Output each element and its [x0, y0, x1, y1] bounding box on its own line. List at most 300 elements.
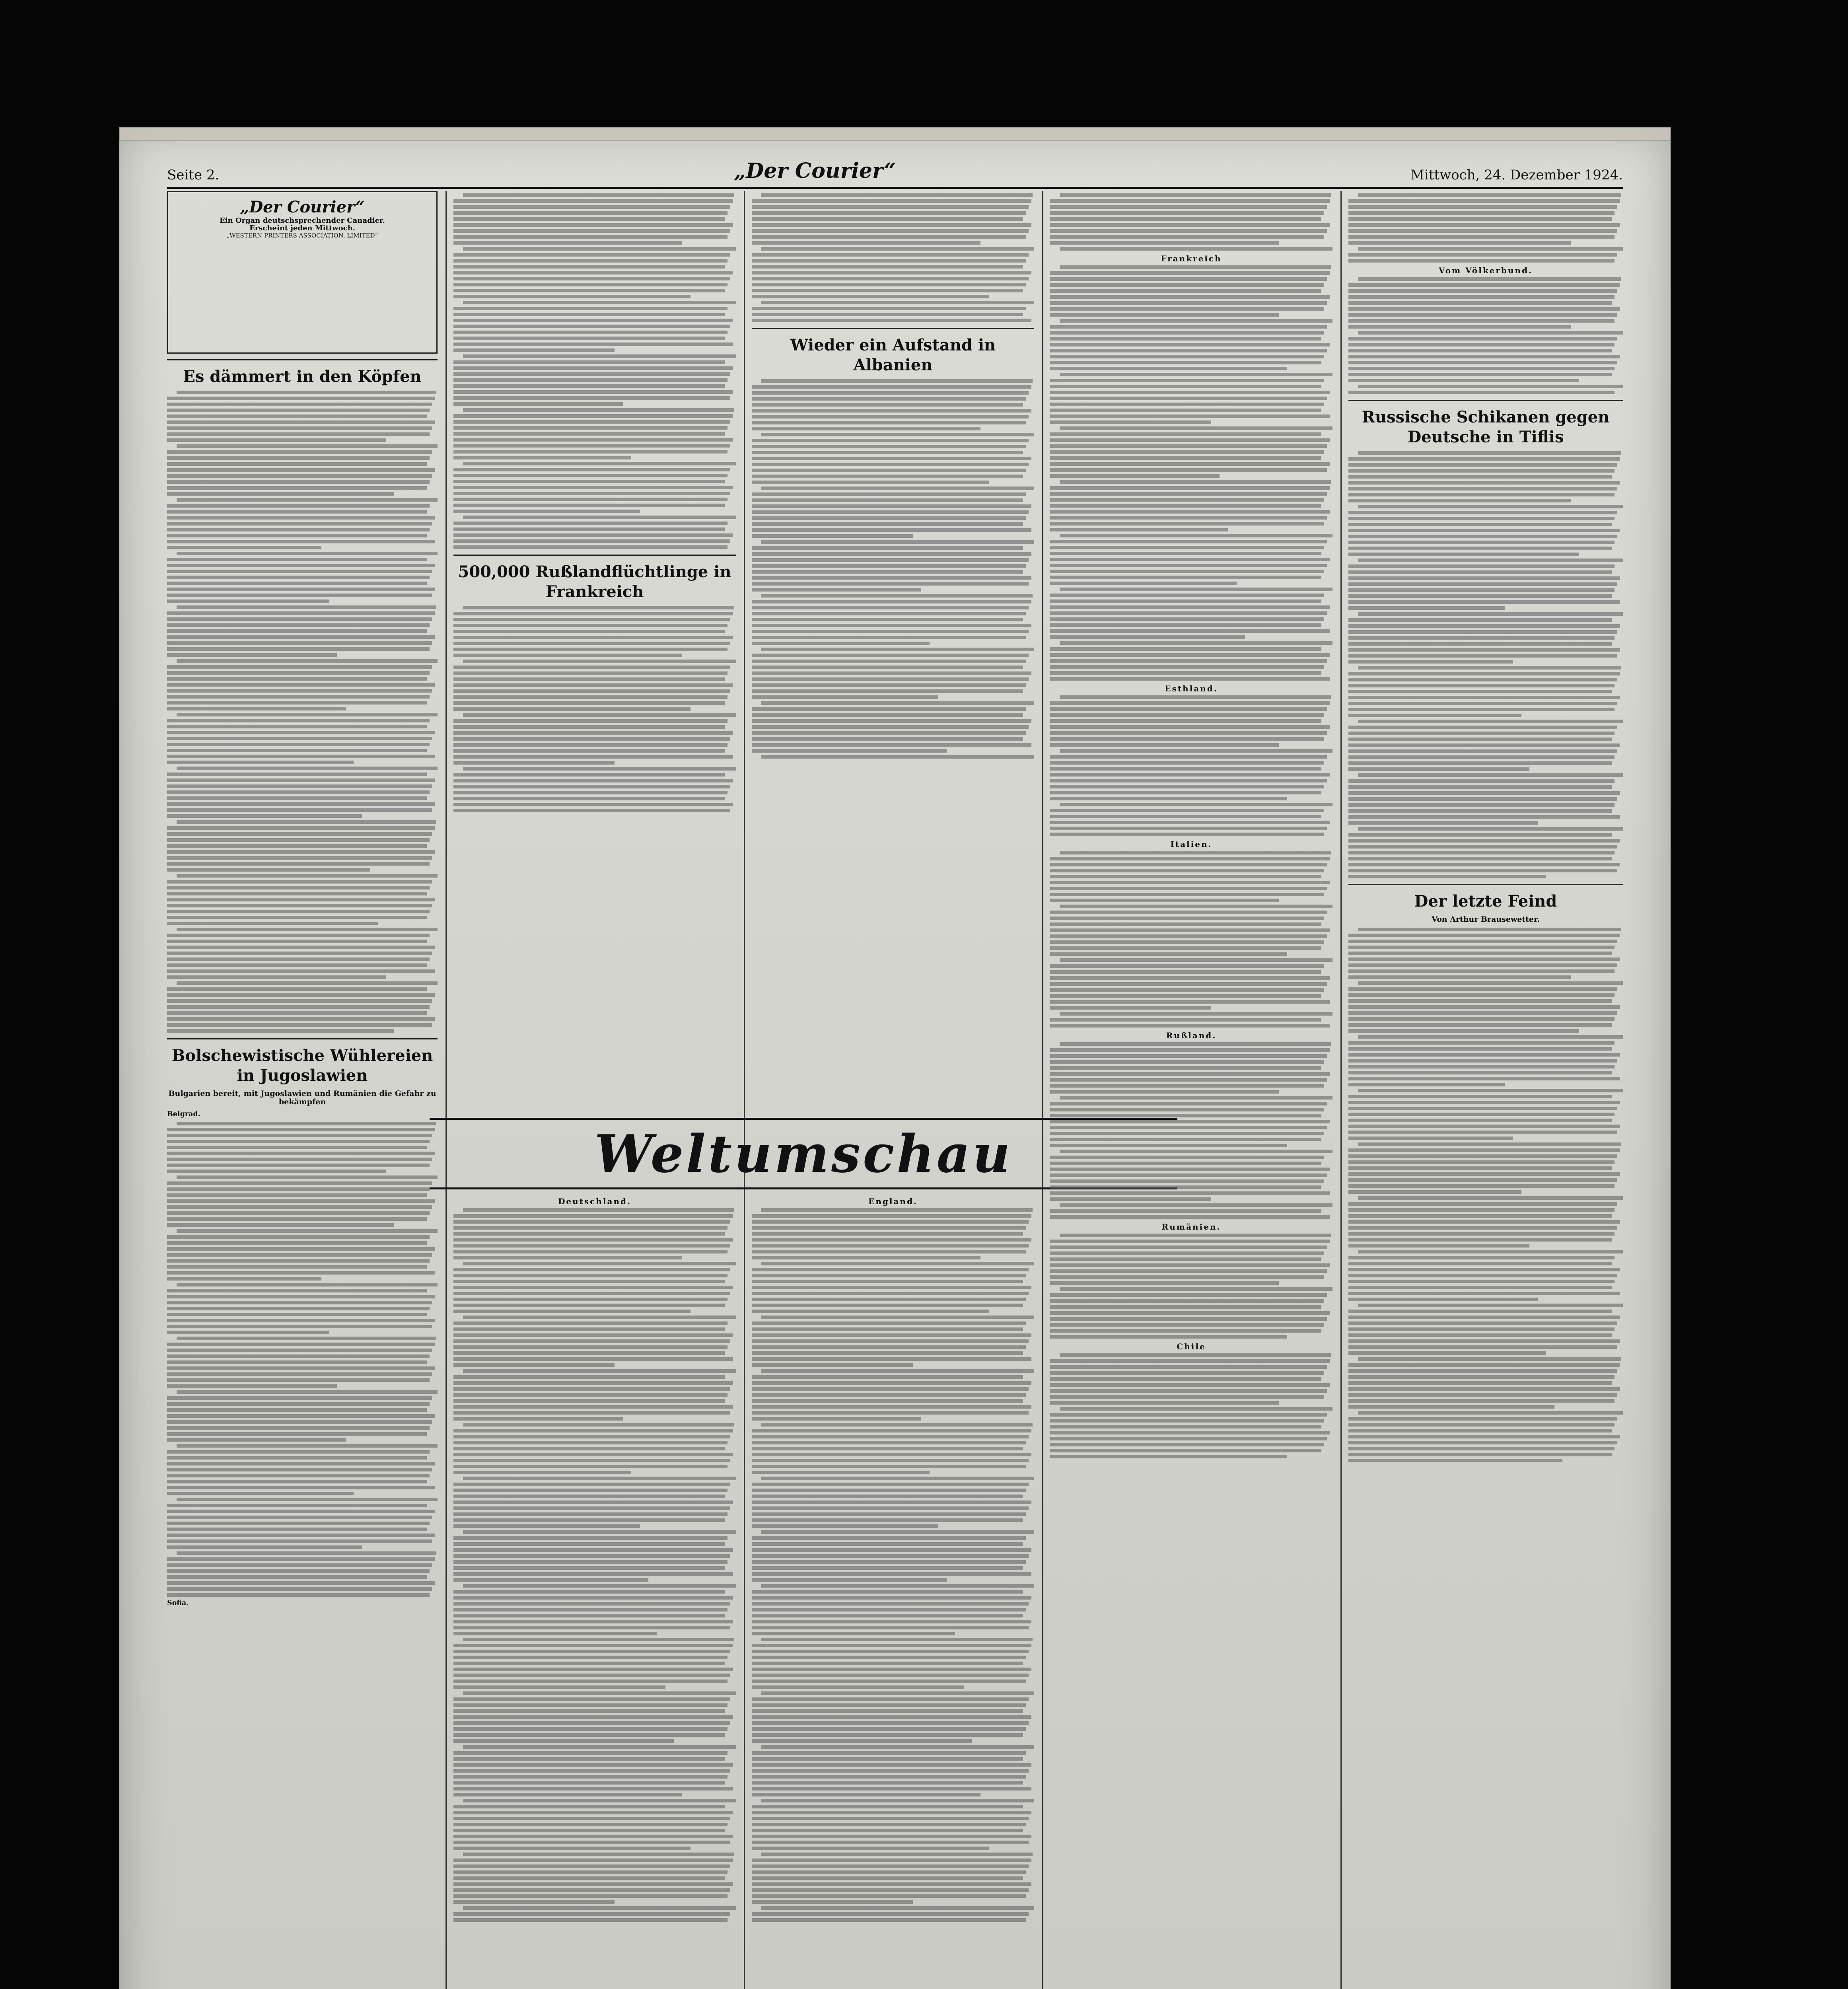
text-line	[453, 378, 728, 382]
text-line	[167, 1539, 432, 1543]
text-line	[1050, 1281, 1279, 1285]
text-line	[1060, 534, 1333, 537]
text-line	[1358, 1357, 1621, 1361]
text-line	[752, 1536, 1026, 1540]
text-line	[167, 653, 337, 657]
text-line	[752, 618, 1023, 621]
imprint-subtitle: Ein Organ deutschsprechender Canadier.	[219, 216, 385, 225]
text-line	[752, 313, 1023, 316]
text-line	[752, 743, 1031, 747]
text-line	[453, 1572, 733, 1576]
text-line	[167, 456, 430, 460]
text-line	[1050, 594, 1324, 597]
text-line	[453, 1506, 730, 1510]
text-line	[1348, 690, 1612, 693]
text-line	[167, 462, 427, 466]
text-line	[453, 1578, 648, 1582]
text-line	[453, 1280, 725, 1283]
text-line	[761, 1477, 1034, 1480]
text-line	[752, 1823, 1026, 1826]
text-line	[1348, 654, 1617, 658]
text-line	[1050, 1108, 1324, 1111]
text-line	[453, 235, 728, 239]
text-line	[453, 803, 733, 806]
text-line	[453, 1805, 725, 1808]
text-line	[1358, 773, 1623, 777]
text-line	[1050, 982, 1327, 986]
text-line	[453, 1775, 728, 1779]
text-line	[453, 1668, 733, 1671]
text-line	[167, 731, 435, 734]
text-line	[453, 319, 733, 322]
text-line	[1348, 684, 1615, 687]
text-line	[167, 528, 430, 531]
text-line	[1348, 600, 1620, 604]
text-line	[453, 743, 728, 747]
text-line	[752, 725, 1029, 729]
text-line	[1060, 265, 1331, 269]
text-line	[453, 468, 730, 471]
text-line	[752, 749, 947, 753]
text-line	[752, 654, 1029, 657]
text-line	[453, 199, 733, 203]
text-line	[453, 1459, 730, 1462]
article-body	[453, 193, 736, 549]
text-line	[453, 1268, 730, 1271]
text-line	[167, 784, 432, 788]
text-line	[453, 624, 728, 627]
text-line	[1348, 648, 1620, 652]
text-line	[167, 546, 321, 549]
text-line	[453, 1220, 730, 1224]
text-line	[453, 791, 728, 794]
text-line	[752, 606, 1029, 609]
text-line	[752, 1405, 1031, 1409]
text-line	[177, 820, 436, 824]
text-line	[167, 1432, 427, 1436]
text-line	[167, 1181, 432, 1185]
text-line	[463, 713, 736, 717]
text-line	[752, 1357, 1031, 1361]
text-line	[167, 898, 435, 901]
text-line	[752, 558, 1029, 562]
text-line	[177, 659, 438, 663]
text-line	[1348, 714, 1521, 717]
text-line	[1050, 1191, 1330, 1195]
text-line	[752, 1512, 1026, 1516]
text-line	[1348, 845, 1617, 849]
text-line	[1348, 999, 1612, 1003]
text-line	[453, 666, 730, 669]
text-line	[453, 1327, 725, 1331]
text-line	[167, 1366, 435, 1370]
section-frankreich: Frankreich	[1161, 254, 1222, 263]
text-line	[1358, 1250, 1623, 1253]
text-line	[177, 1444, 438, 1448]
text-line	[167, 916, 427, 919]
text-line	[1050, 1126, 1327, 1129]
text-line	[1050, 468, 1327, 472]
text-line	[1348, 205, 1617, 209]
text-line	[167, 1029, 394, 1033]
text-line	[453, 539, 730, 543]
text-line	[167, 969, 435, 973]
text-line	[1060, 193, 1331, 197]
text-line	[167, 564, 435, 567]
text-line	[453, 1512, 728, 1516]
text-line	[453, 612, 733, 615]
text-line	[1348, 1214, 1612, 1218]
text-line	[1050, 1317, 1327, 1321]
text-line	[1358, 451, 1621, 455]
text-line	[1050, 1240, 1330, 1243]
text-line	[1050, 474, 1220, 478]
text-line	[1348, 803, 1615, 807]
text-line	[761, 594, 1033, 597]
text-line	[1348, 1345, 1617, 1349]
imprint-details	[174, 239, 431, 347]
text-line	[1050, 1389, 1327, 1393]
text-line	[761, 1691, 1034, 1695]
text-line	[1050, 623, 1321, 627]
text-line	[1060, 480, 1331, 484]
text-line	[1348, 535, 1617, 538]
article-body	[167, 391, 438, 1033]
page-number: Seite 2.	[167, 167, 220, 183]
text-line	[463, 516, 736, 519]
text-line	[453, 223, 733, 227]
text-line	[1050, 516, 1327, 520]
text-line	[1050, 755, 1327, 759]
text-line	[752, 588, 921, 592]
text-line	[1348, 969, 1615, 973]
text-line	[752, 564, 1026, 568]
text-line	[167, 492, 394, 496]
text-line	[167, 1563, 432, 1567]
text-line	[752, 1483, 1029, 1486]
text-line	[167, 623, 430, 627]
text-line	[453, 1411, 730, 1415]
text-line	[752, 211, 1026, 215]
text-line	[1348, 1226, 1617, 1230]
text-line	[752, 695, 938, 699]
text-line	[177, 444, 438, 448]
text-line	[1348, 582, 1617, 586]
text-line	[453, 545, 728, 549]
text-line	[752, 1775, 1026, 1779]
text-line	[761, 1369, 1034, 1373]
text-line	[752, 1387, 1029, 1391]
column-rule	[1340, 191, 1342, 1989]
text-line	[752, 1918, 1026, 1922]
text-line	[1348, 1387, 1620, 1391]
text-line	[752, 1763, 1031, 1767]
text-line	[752, 492, 1026, 496]
article-body	[1348, 277, 1623, 394]
text-line	[453, 360, 725, 364]
text-line	[752, 1662, 1023, 1665]
text-line	[1050, 1078, 1327, 1082]
text-line	[1348, 952, 1612, 955]
text-line	[1348, 940, 1617, 943]
text-line	[177, 874, 438, 878]
text-line	[167, 1170, 386, 1173]
newspaper-page	[119, 127, 1671, 1989]
text-line	[1050, 599, 1321, 603]
text-line	[1348, 1417, 1617, 1421]
text-line	[752, 624, 1031, 627]
text-line	[752, 1441, 1026, 1444]
text-line	[1348, 361, 1617, 364]
text-line	[752, 439, 1029, 442]
text-line	[1050, 289, 1321, 293]
byline: Von Arthur Brausewetter.	[1432, 915, 1540, 924]
text-line	[167, 1343, 435, 1346]
text-line	[453, 1357, 733, 1361]
text-line	[752, 707, 1026, 711]
text-line	[1348, 295, 1615, 299]
text-line	[1050, 922, 1321, 926]
text-line	[463, 1262, 736, 1265]
text-line	[1050, 899, 1279, 902]
text-line	[1348, 857, 1612, 860]
text-line	[1060, 1234, 1331, 1237]
text-line	[752, 1894, 1026, 1898]
text-line	[167, 1360, 427, 1364]
text-line	[1348, 987, 1617, 991]
text-line	[453, 1769, 730, 1773]
text-line	[1348, 1339, 1620, 1343]
text-line	[752, 1274, 1026, 1277]
text-line	[1060, 749, 1333, 753]
text-line	[167, 725, 427, 728]
text-line	[453, 396, 730, 400]
text-line	[1348, 1023, 1612, 1027]
text-line	[463, 1691, 736, 1695]
text-line	[752, 1214, 1031, 1218]
text-line	[752, 1829, 1023, 1832]
text-line	[1050, 223, 1330, 227]
text-line	[1348, 367, 1615, 370]
text-line	[1050, 970, 1321, 974]
text-line	[167, 940, 427, 943]
text-line	[1358, 827, 1623, 831]
text-line	[167, 1396, 432, 1400]
text-line	[1050, 928, 1330, 932]
text-line	[167, 1313, 427, 1316]
text-line	[1050, 1395, 1324, 1399]
text-line	[1348, 487, 1617, 490]
text-line	[1348, 809, 1612, 813]
text-line	[1060, 905, 1333, 908]
text-line	[1348, 517, 1615, 520]
text-line	[1050, 486, 1330, 490]
text-line	[1348, 481, 1620, 485]
text-line	[1348, 660, 1513, 664]
text-line	[453, 1739, 674, 1743]
text-line	[1060, 1096, 1333, 1100]
text-line	[1348, 702, 1617, 705]
text-line	[752, 1835, 1031, 1838]
text-line	[752, 1417, 921, 1421]
text-line	[167, 1289, 427, 1292]
text-line	[167, 761, 354, 764]
text-line	[1050, 1000, 1330, 1004]
text-line	[1348, 570, 1612, 574]
text-line	[1348, 1429, 1612, 1432]
text-line	[752, 1501, 1031, 1504]
text-line	[1050, 1024, 1330, 1028]
article-body	[1050, 851, 1333, 1028]
text-line	[1348, 564, 1615, 568]
text-line	[761, 301, 1034, 304]
text-line	[453, 1274, 728, 1277]
text-line	[1348, 1447, 1615, 1450]
text-line	[463, 1477, 736, 1480]
text-line	[167, 432, 430, 436]
text-line	[1348, 1256, 1615, 1259]
text-line	[1050, 1132, 1324, 1135]
text-line	[752, 1811, 1031, 1814]
text-line	[167, 683, 435, 687]
text-line	[752, 1644, 1031, 1647]
text-line	[752, 1298, 1026, 1301]
text-line	[463, 767, 736, 771]
text-line	[167, 1023, 432, 1027]
text-line	[167, 1378, 430, 1382]
text-line	[463, 1530, 736, 1534]
text-line	[752, 1286, 1031, 1289]
text-line	[1358, 1304, 1623, 1307]
text-line	[1348, 1113, 1615, 1116]
text-line	[1050, 659, 1327, 663]
text-line	[167, 946, 435, 949]
text-line	[453, 1554, 730, 1558]
text-line	[453, 1387, 730, 1391]
text-line	[167, 778, 435, 782]
text-line	[1348, 993, 1615, 997]
text-line	[453, 1793, 682, 1796]
text-line	[1348, 1017, 1615, 1021]
text-line	[1348, 863, 1620, 866]
text-line	[752, 1351, 1023, 1355]
text-line	[752, 1375, 1023, 1379]
text-line	[1060, 958, 1333, 962]
text-line	[167, 862, 430, 866]
text-line	[453, 1244, 730, 1248]
text-line	[752, 516, 1026, 520]
headline-schikanen-tiflis: Russische Schikanen gegen Deutsche in Tiflis	[1362, 408, 1610, 446]
text-line	[1050, 1072, 1330, 1076]
text-line	[1050, 438, 1330, 442]
text-line	[1050, 1060, 1324, 1064]
text-line	[453, 522, 728, 525]
text-line	[167, 755, 435, 758]
text-line	[761, 1208, 1033, 1212]
text-line	[453, 773, 725, 777]
text-line	[453, 1304, 725, 1307]
text-line	[1348, 1268, 1620, 1271]
text-line	[1348, 1327, 1615, 1331]
text-line	[167, 1271, 435, 1275]
text-line	[752, 445, 1026, 448]
article-body	[453, 1208, 736, 1922]
text-line	[1348, 1071, 1612, 1074]
text-line	[1348, 1262, 1612, 1265]
text-line	[1050, 1425, 1321, 1428]
text-line	[1050, 1246, 1327, 1249]
text-line	[167, 1017, 435, 1021]
text-line	[167, 1581, 435, 1585]
text-line	[1348, 1095, 1612, 1098]
text-line	[1050, 1162, 1321, 1165]
text-line	[752, 660, 1026, 663]
text-line	[453, 450, 728, 453]
text-line	[1348, 343, 1615, 346]
text-line	[453, 654, 682, 657]
text-line	[752, 1709, 1023, 1713]
text-line	[167, 1295, 435, 1298]
text-line	[167, 1005, 430, 1009]
text-line	[761, 193, 1033, 197]
text-line	[752, 1859, 1031, 1862]
text-line	[1060, 1287, 1333, 1291]
text-line	[167, 886, 430, 889]
text-line	[1050, 337, 1321, 341]
column-5	[1348, 191, 1623, 1989]
text-line	[1050, 1359, 1330, 1363]
text-line	[752, 1554, 1029, 1558]
text-line	[1050, 1168, 1330, 1171]
text-line	[453, 677, 725, 681]
text-line	[1060, 319, 1333, 323]
text-line	[453, 313, 725, 316]
text-line	[1050, 863, 1327, 866]
text-line	[167, 635, 435, 639]
text-line	[752, 1447, 1023, 1450]
text-line	[453, 1644, 733, 1647]
text-line	[167, 1187, 430, 1191]
text-line	[1348, 373, 1612, 376]
text-line	[1060, 426, 1333, 430]
text-line	[167, 570, 432, 573]
masthead-title: „Der Courier“	[734, 159, 896, 183]
text-line	[752, 1345, 1026, 1349]
text-line	[1050, 713, 1324, 717]
text-line	[453, 1542, 725, 1546]
text-line	[177, 1175, 438, 1179]
text-line	[167, 1450, 430, 1454]
text-line	[1050, 1102, 1327, 1105]
subheadline: Bulgarien bereit, mit Jugoslawien und Rumänien die Gefahr zu bekämpfen	[168, 1089, 436, 1106]
text-line	[752, 1560, 1026, 1564]
text-line	[1050, 199, 1330, 203]
text-line	[453, 337, 725, 340]
text-line	[1050, 611, 1327, 615]
text-line	[453, 331, 728, 334]
text-line	[1050, 701, 1330, 705]
text-line	[453, 725, 725, 729]
text-line	[1348, 869, 1617, 872]
text-line	[1348, 1047, 1612, 1051]
text-line	[1348, 553, 1579, 556]
text-line	[453, 1238, 733, 1242]
text-line	[167, 868, 370, 872]
text-line	[167, 1152, 435, 1155]
text-line	[1348, 672, 1620, 675]
text-line	[1348, 355, 1620, 358]
text-line	[752, 737, 1023, 741]
